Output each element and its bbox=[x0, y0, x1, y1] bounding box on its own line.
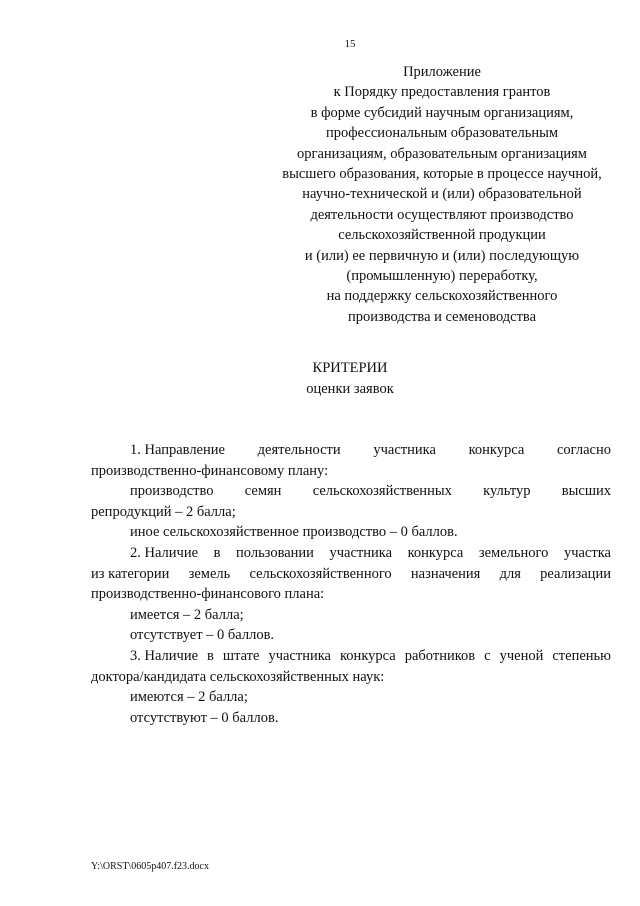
criterion-3-option-1: имеются – 2 балла; bbox=[130, 689, 248, 706]
criterion-3-option-2: отсутствуют – 0 баллов. bbox=[130, 709, 279, 726]
word: земельного bbox=[478, 544, 549, 561]
word: из категории bbox=[91, 565, 170, 582]
word: в bbox=[207, 647, 214, 664]
word: 3. Наличие bbox=[130, 647, 199, 664]
appendix-line: производства и семеноводства bbox=[347, 308, 537, 325]
word: земель bbox=[188, 565, 231, 582]
criterion-2-line-1 bbox=[91, 543, 611, 564]
word: семян bbox=[244, 483, 282, 500]
word: сельскохозяйственных bbox=[312, 483, 452, 500]
word: 1. Направление bbox=[130, 442, 225, 458]
appendix-line: деятельности осуществляют производство bbox=[310, 206, 574, 223]
word: согласно bbox=[556, 442, 611, 458]
word: культур bbox=[483, 483, 531, 500]
appendix-line: (промышленную) переработку, bbox=[346, 268, 538, 285]
appendix-line: на поддержку сельскохозяйственного bbox=[326, 288, 558, 305]
word: работников bbox=[404, 647, 476, 664]
word: с bbox=[484, 647, 491, 664]
word: участника bbox=[373, 442, 436, 458]
word: сельскохозяйственного bbox=[249, 565, 392, 582]
word: конкурса bbox=[407, 544, 464, 561]
criterion-1-line-1 bbox=[91, 440, 611, 461]
criterion-1-option-1-line-1 bbox=[91, 481, 611, 502]
word: участника bbox=[268, 647, 331, 664]
word: участника bbox=[329, 544, 393, 561]
criterion-2-option-1: имеется – 2 балла; bbox=[130, 606, 244, 623]
document-title-block bbox=[0, 358, 640, 400]
criterion-1-line-2: производственно-финансовому плану: bbox=[91, 462, 329, 479]
page-number: 15 bbox=[344, 38, 356, 50]
appendix-line: и (или) ее первичную и (или) последующую bbox=[304, 247, 580, 264]
appendix-line: научно-технической и (или) образовательной bbox=[302, 186, 582, 203]
criterion-3-line-1 bbox=[91, 646, 611, 667]
appendix-header bbox=[262, 62, 622, 327]
word: реализации bbox=[540, 565, 611, 582]
criteria-body bbox=[91, 440, 611, 728]
criterion-2-line-3: производственно-финансового плана: bbox=[91, 586, 325, 603]
criterion-2-option-2: отсутствует – 0 баллов. bbox=[130, 627, 275, 644]
word: в bbox=[213, 544, 221, 561]
word: высших bbox=[561, 483, 611, 500]
criterion-2-line-2 bbox=[91, 564, 611, 585]
appendix-line: организациям, образовательным организациям bbox=[297, 145, 587, 162]
word: конкурса bbox=[340, 647, 396, 664]
word: деятельности bbox=[257, 442, 341, 458]
word: для bbox=[499, 565, 521, 582]
file-path-footer: Y:\ORST\0605p407.f23.docx bbox=[91, 861, 209, 872]
word: назначения bbox=[410, 565, 481, 582]
word: 2. Наличие bbox=[130, 544, 199, 561]
criterion-1-option-1-line-2: репродукций – 2 балла; bbox=[91, 503, 236, 520]
criterion-3-line-2: доктора/кандидата сельскохозяйственных наук: bbox=[91, 668, 385, 685]
appendix-line: профессиональным образовательным bbox=[325, 125, 559, 142]
appendix-line: высшего образования, которые в процессе научной, bbox=[282, 166, 602, 183]
criterion-1-option-2: иное сельскохозяйственное производство – 0 баллов. bbox=[130, 524, 458, 541]
word: конкурса bbox=[468, 442, 525, 458]
appendix-line: сельскохозяйственной продукции bbox=[338, 227, 546, 244]
word: степенью bbox=[552, 647, 611, 664]
appendix-line: в форме субсидий научным организациям, bbox=[310, 104, 574, 121]
word: штате bbox=[222, 647, 260, 664]
word: пользовании bbox=[236, 544, 314, 561]
document-title: КРИТЕРИИ bbox=[312, 360, 388, 376]
appendix-line: к Порядку предоставления грантов bbox=[333, 84, 551, 101]
appendix-line: Приложение bbox=[403, 64, 481, 80]
document-subtitle: оценки заявок bbox=[306, 381, 394, 397]
word: участка bbox=[563, 544, 611, 561]
word: производство bbox=[130, 483, 214, 500]
word: ученой bbox=[499, 647, 544, 664]
